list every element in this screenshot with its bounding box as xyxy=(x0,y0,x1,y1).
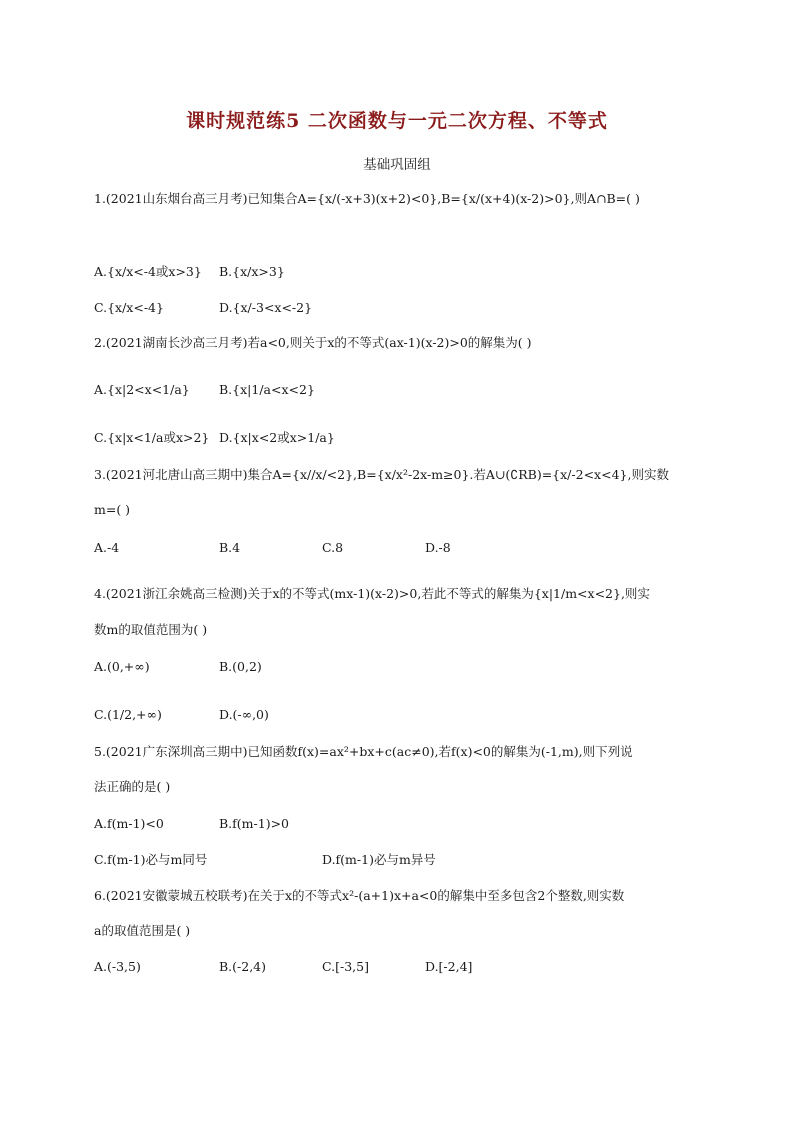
question-3-stem-line2: m=( ) xyxy=(94,502,131,517)
q6-option-d: D.[-2,4] xyxy=(425,959,473,974)
q5-option-c: C.f(m-1)必与m同号 xyxy=(94,852,208,867)
q1-option-d: D.{x/-3<x<-2} xyxy=(219,300,313,315)
q1-option-b: B.{x/x>3} xyxy=(219,264,285,279)
q2-option-a: A.{x|2<x<1/a} xyxy=(94,382,190,397)
q5-option-b: B.f(m-1)>0 xyxy=(219,816,289,831)
question-3-stem: 3.(2021河北唐山高三期中)集合A={x//x/<2},B={x/x²-2x-m≥0}.若A∪(∁RB)={x/-2<x<4},则实数 xyxy=(94,467,669,482)
q3-option-b: B.4 xyxy=(219,540,241,555)
section-heading: 基础巩固组 xyxy=(363,157,431,173)
question-6-stem-line2: a的取值范围是( ) xyxy=(94,923,191,938)
question-2-stem: 2.(2021湖南长沙高三月考)若a<0,则关于x的不等式(ax-1)(x-2)>0的解集为( ) xyxy=(94,335,532,350)
question-5-stem: 5.(2021广东深圳高三期中)已知函数f(x)=ax²+bx+c(ac≠0),若f(x)<0的解集为(-1,m),则下列说 xyxy=(94,744,633,759)
q3-option-a: A.-4 xyxy=(94,540,120,555)
q2-option-b: B.{x|1/a<x<2} xyxy=(219,382,315,397)
question-4-stem-line2: 数m的取值范围为( ) xyxy=(94,622,208,637)
question-6-stem: 6.(2021安徽蒙城五校联考)在关于x的不等式x²-(a+1)x+a<0的解集中至多包含2个整数,则实数 xyxy=(94,888,625,903)
question-1-stem: 1.(2021山东烟台高三月考)已知集合A={x/(-x+3)(x+2)<0},B={x/(x+4)(x-2)>0},则A∩B=( ) xyxy=(94,191,640,206)
q6-option-c: C.[-3,5] xyxy=(322,959,369,974)
q6-option-a: A.(-3,5) xyxy=(94,959,141,974)
q6-option-b: B.(-2,4) xyxy=(219,959,267,974)
q5-option-d: D.f(m-1)必与m异号 xyxy=(322,852,436,867)
q1-option-a: A.{x/x<-4或x>3} xyxy=(94,264,202,279)
q4-option-b: B.(0,2) xyxy=(219,659,262,674)
q5-option-a: A.f(m-1)<0 xyxy=(94,816,164,831)
q4-option-a: A.(0,+∞) xyxy=(94,659,150,674)
q1-option-c: C.{x/x<-4} xyxy=(94,300,164,315)
q3-option-d: D.-8 xyxy=(425,540,451,555)
question-4-stem: 4.(2021浙江余姚高三检测)关于x的不等式(mx-1)(x-2)>0,若此不等式的解集为{x|1/m<x<2},则实 xyxy=(94,586,650,601)
q2-option-d: D.{x|x<2或x>1/a} xyxy=(219,430,335,445)
q2-option-c: C.{x|x<1/a或x>2} xyxy=(94,430,210,445)
q4-option-d: D.(-∞,0) xyxy=(219,707,269,722)
q3-option-c: C.8 xyxy=(322,540,344,555)
question-5-stem-line2: 法正确的是( ) xyxy=(94,779,171,794)
q4-option-c: C.(1/2,+∞) xyxy=(94,707,162,722)
page-title: 课时规范练5 二次函数与一元二次方程、不等式 xyxy=(186,110,608,132)
